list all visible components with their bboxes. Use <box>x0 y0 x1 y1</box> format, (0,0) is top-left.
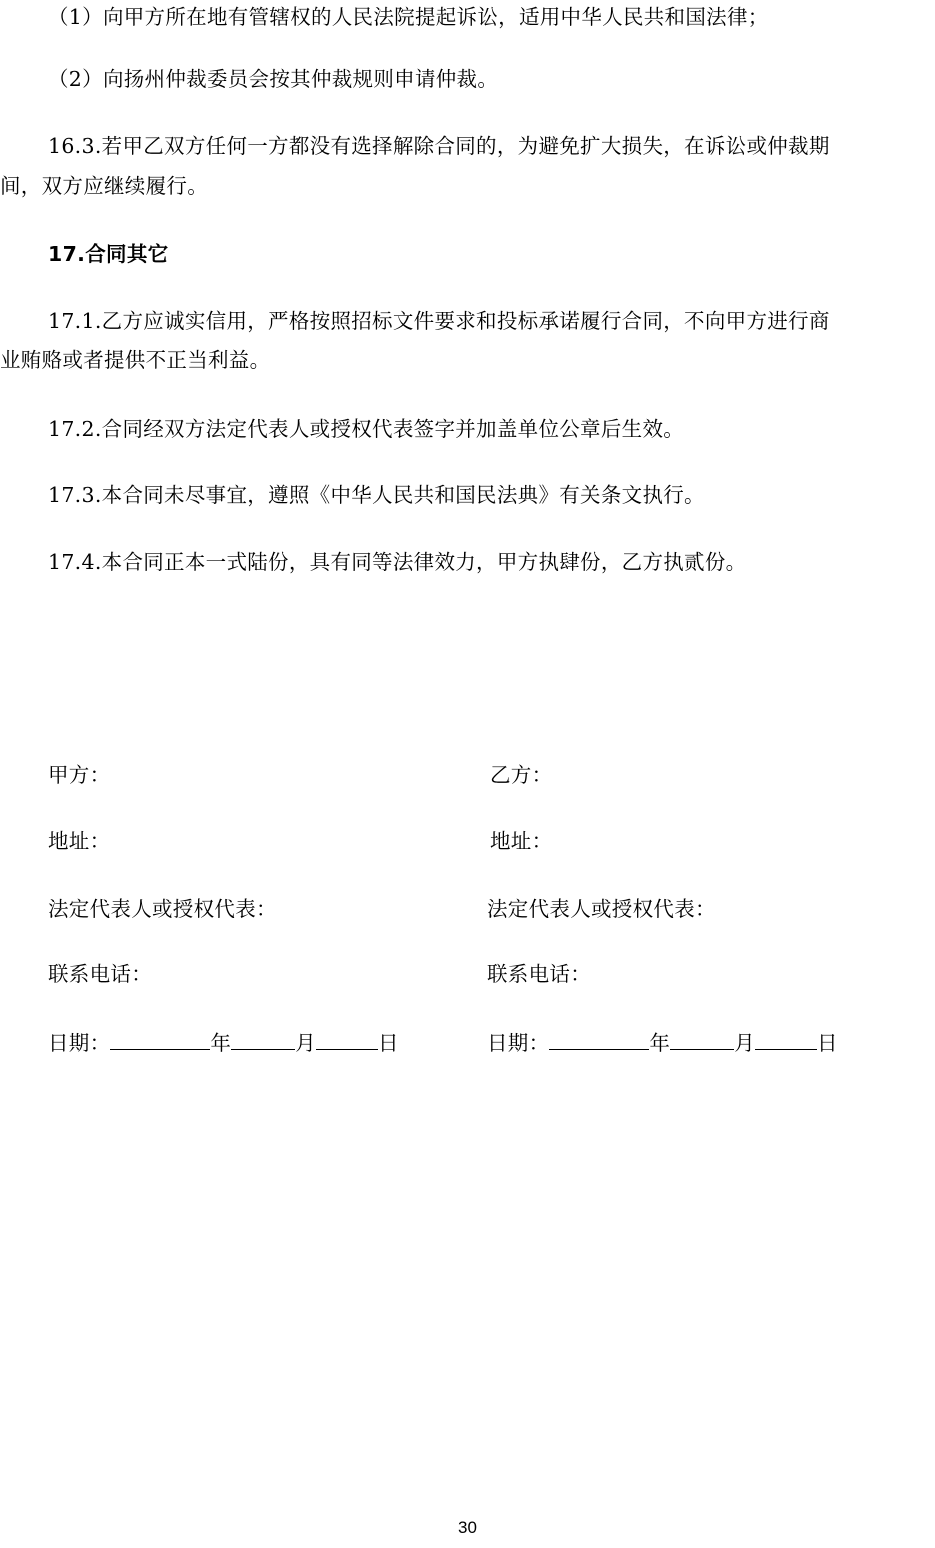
party-b-representative-label: 法定代表人或授权代表： <box>487 897 716 921</box>
party-b-month-blank[interactable] <box>670 1029 734 1050</box>
clause-16-2-1: （1）向甲方所在地有管辖权的人民法院提起诉讼，适用中华人民共和国法律； <box>48 5 769 29</box>
party-a-month-blank[interactable] <box>231 1029 295 1050</box>
party-a-day-label: 日 <box>378 1031 399 1055</box>
party-a-representative-label: 法定代表人或授权代表： <box>48 897 277 921</box>
party-b-date-label: 日期： <box>487 1031 550 1055</box>
clause-17-3: 17.3.本合同未尽事宜，遵照《中华人民共和国民法典》有关条文执行。 <box>48 483 705 507</box>
party-b-day-blank[interactable] <box>755 1029 817 1050</box>
party-b-month-label: 月 <box>734 1031 756 1055</box>
clause-17-1-line2: 业贿赂或者提供不正当利益。 <box>0 348 271 372</box>
party-b-phone-label: 联系电话： <box>487 962 591 986</box>
party-b-year-blank[interactable] <box>549 1029 649 1050</box>
party-b-day-label: 日 <box>817 1031 838 1055</box>
party-b-label: 乙方： <box>490 763 553 787</box>
party-a-phone-label: 联系电话： <box>48 962 152 986</box>
clause-16-2-2: （2）向扬州仲裁委员会按其仲裁规则申请仲裁。 <box>48 67 499 91</box>
page-number: 30 <box>458 1518 477 1537</box>
party-a-day-blank[interactable] <box>316 1029 378 1050</box>
clause-16-3-line2: 间，双方应继续履行。 <box>0 174 208 198</box>
party-b-year-label: 年 <box>649 1031 671 1055</box>
party-a-date-label: 日期： <box>48 1031 111 1055</box>
clause-17-4: 17.4.本合同正本一式陆份，具有同等法律效力，甲方执肆份，乙方执贰份。 <box>48 550 747 574</box>
party-a-label: 甲方： <box>48 763 111 787</box>
party-a-month-label: 月 <box>295 1031 317 1055</box>
party-a-year-label: 年 <box>210 1031 232 1055</box>
clause-17-1-line1: 17.1.乙方应诚实信用，严格按照招标文件要求和投标承诺履行合同，不向甲方进行商 <box>48 309 830 333</box>
party-b-address-label: 地址： <box>490 829 553 853</box>
clause-17-2: 17.2.合同经双方法定代表人或授权代表签字并加盖单位公章后生效。 <box>48 417 685 441</box>
party-a-address-label: 地址： <box>48 829 111 853</box>
section-17-title: 17.合同其它 <box>48 242 169 266</box>
clause-16-3-line1: 16.3.若甲乙双方任何一方都没有选择解除合同的，为避免扩大损失，在诉讼或仲裁期 <box>48 134 830 158</box>
party-b-date-row <box>487 1029 838 1055</box>
party-a-date-row <box>48 1029 399 1055</box>
party-a-year-blank[interactable] <box>110 1029 210 1050</box>
